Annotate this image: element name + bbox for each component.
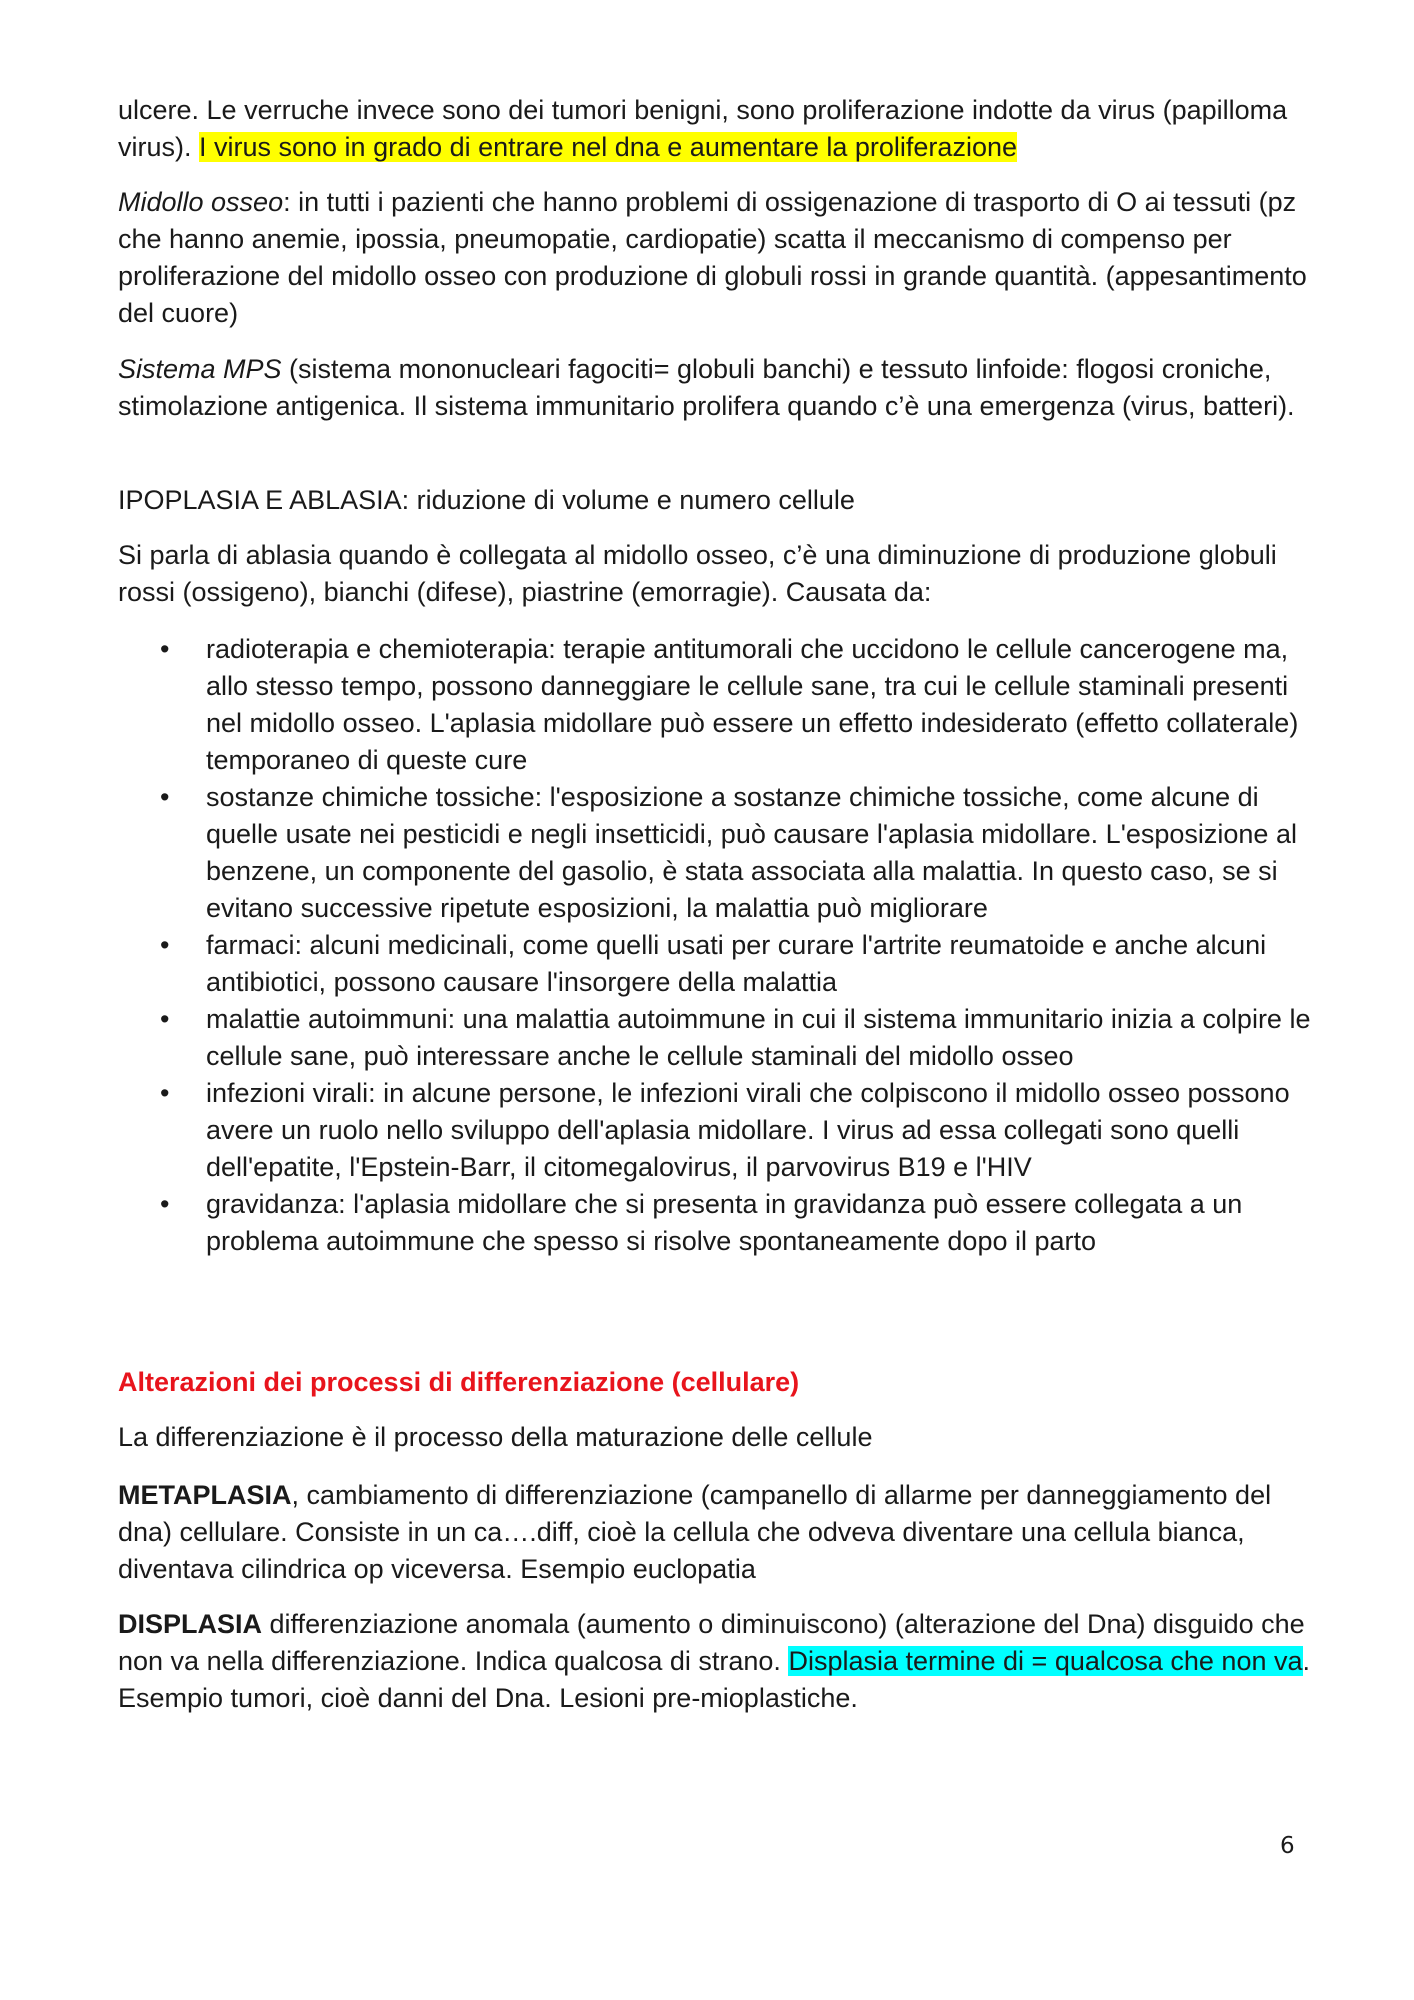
page-number: 6 [1280,1833,1295,1859]
bold-term: DISPLASIA [118,1609,263,1639]
heading-text: Alterazioni dei processi di differenziazione (cellulare) [118,1367,800,1397]
bullet-icon: • [160,782,170,812]
paragraph-text: ulcere. Le verruche invece sono dei tumori benigni, sono proliferazione indotte da virus (papilloma virus). [118,95,1288,162]
italic-label: Sistema MPS [118,354,282,384]
paragraph-verruche [118,92,1318,166]
list-item: • malattie autoimmuni: una malattia autoimmune in cui il sistema immunitario inizia a colpire le cellule sane, può interessare anche le cellule staminali del midollo osseo [118,1001,1318,1075]
paragraph-text: (sistema mononucleari fagociti= globuli banchi) e tessuto linfoide: flogosi croniche, stimolazione antigenica. Il sistema immunitario prolifera quando c’è una emergenza (virus, batteri). [118,354,1295,421]
paragraph-ablasia [118,537,1318,611]
bullet-icon: • [160,1189,170,1219]
bold-term: METAPLASIA [118,1480,292,1510]
paragraph-text: : in tutti i pazienti che hanno problemi di ossigenazione di trasporto di O ai tessuti (pz che hanno anemie, ipossia, pneumopatie, cardiopatie) scatta il meccanismo di compenso per proliferazione del midollo osseo con produzione di globuli rossi in grande quantità. (appesantimento del cuore) [118,187,1307,328]
paragraph-displasia [118,1606,1318,1717]
bullet-icon: • [160,930,170,960]
italic-label: Midollo osseo [118,187,284,217]
paragraph-ipoplasia [118,482,1318,519]
paragraph-text: , cambiamento di differenziazione (campanello di allarme per danneggiamento del dna) cellulare. Consiste in un ca….diff, cioè la cellula che odveva diventare una cellula bianca, diventava cilindrica op viceversa. Esempio euclopatia [118,1480,1272,1584]
paragraph-text: La differenziazione è il processo della maturazione delle cellule [118,1422,873,1452]
paragraph-text: IPOPLASIA E ABLASIA: riduzione di volume e numero cellule [118,485,855,515]
paragraph-text: differenziazione anomala (aumento o diminuiscono) (alterazione del Dna) disguido che non va nella differenziazione. Indica qualcosa di strano. [118,1609,1305,1676]
paragraph-sistema-mps [118,351,1318,425]
paragraph-text: Si parla di ablasia quando è collegata al midollo osseo, c’è una diminuzione di produzione globuli rossi (ossigeno), bianchi (difese), piastrine (emorragie). Causata da: [118,540,1277,607]
highlighted-text: I virus sono in grado di entrare nel dna e aumentare la proliferazione [199,132,1017,162]
bullet-icon: • [160,1004,170,1034]
list-item: • sostanze chimiche tossiche: l'esposizione a sostanze chimiche tossiche, come alcune di quelle usate nei pesticidi e negli insetticidi, può causare l'aplasia midollare. L'esposizione al benzene, un componente del gasolio, è stata associata alla malattia. In questo caso, se si evitano successive ripetute esposizioni, la malattia può migliorare [118,779,1318,927]
highlighted-text: Displasia termine di = qualcosa che non va [788,1646,1303,1676]
section-heading [118,1364,1318,1401]
paragraph-text: . Esempio tumori, cioè danni del Dna. Lesioni pre-mioplastiche. [118,1646,1311,1713]
list-item: • infezioni virali: in alcune persone, le infezioni virali che colpiscono il midollo osseo possono avere un ruolo nello sviluppo dell'aplasia midollare. I virus ad essa collegati sono quelli dell'epatite, l'Epstein-Barr, il citomegalovirus, il parvovirus B19 e l'HIV [118,1075,1318,1186]
list-item: • radioterapia e chemioterapia: terapie antitumorali che uccidono le cellule cancerogene ma, allo stesso tempo, possono danneggiare le cellule sane, tra cui le cellule staminali presenti nel midollo osseo. L'aplasia midollare può essere un effetto indesiderato (effetto collaterale) temporaneo di queste cure [118,631,1318,779]
paragraph-midollo-osseo [118,184,1318,332]
paragraph-metaplasia [118,1477,1318,1588]
list-item: • gravidanza: l'aplasia midollare che si presenta in gravidanza può essere collegata a un problema autoimmune che spesso si risolve spontaneamente dopo il parto [118,1186,1318,1260]
causes-bullet-list [118,631,1318,1260]
bullet-icon: • [160,1078,170,1108]
paragraph-differenziazione [118,1419,1318,1456]
bullet-icon: • [160,634,170,664]
list-item: • farmaci: alcuni medicinali, come quelli usati per curare l'artrite reumatoide e anche alcuni antibiotici, possono causare l'insorgere della malattia [118,927,1318,1001]
